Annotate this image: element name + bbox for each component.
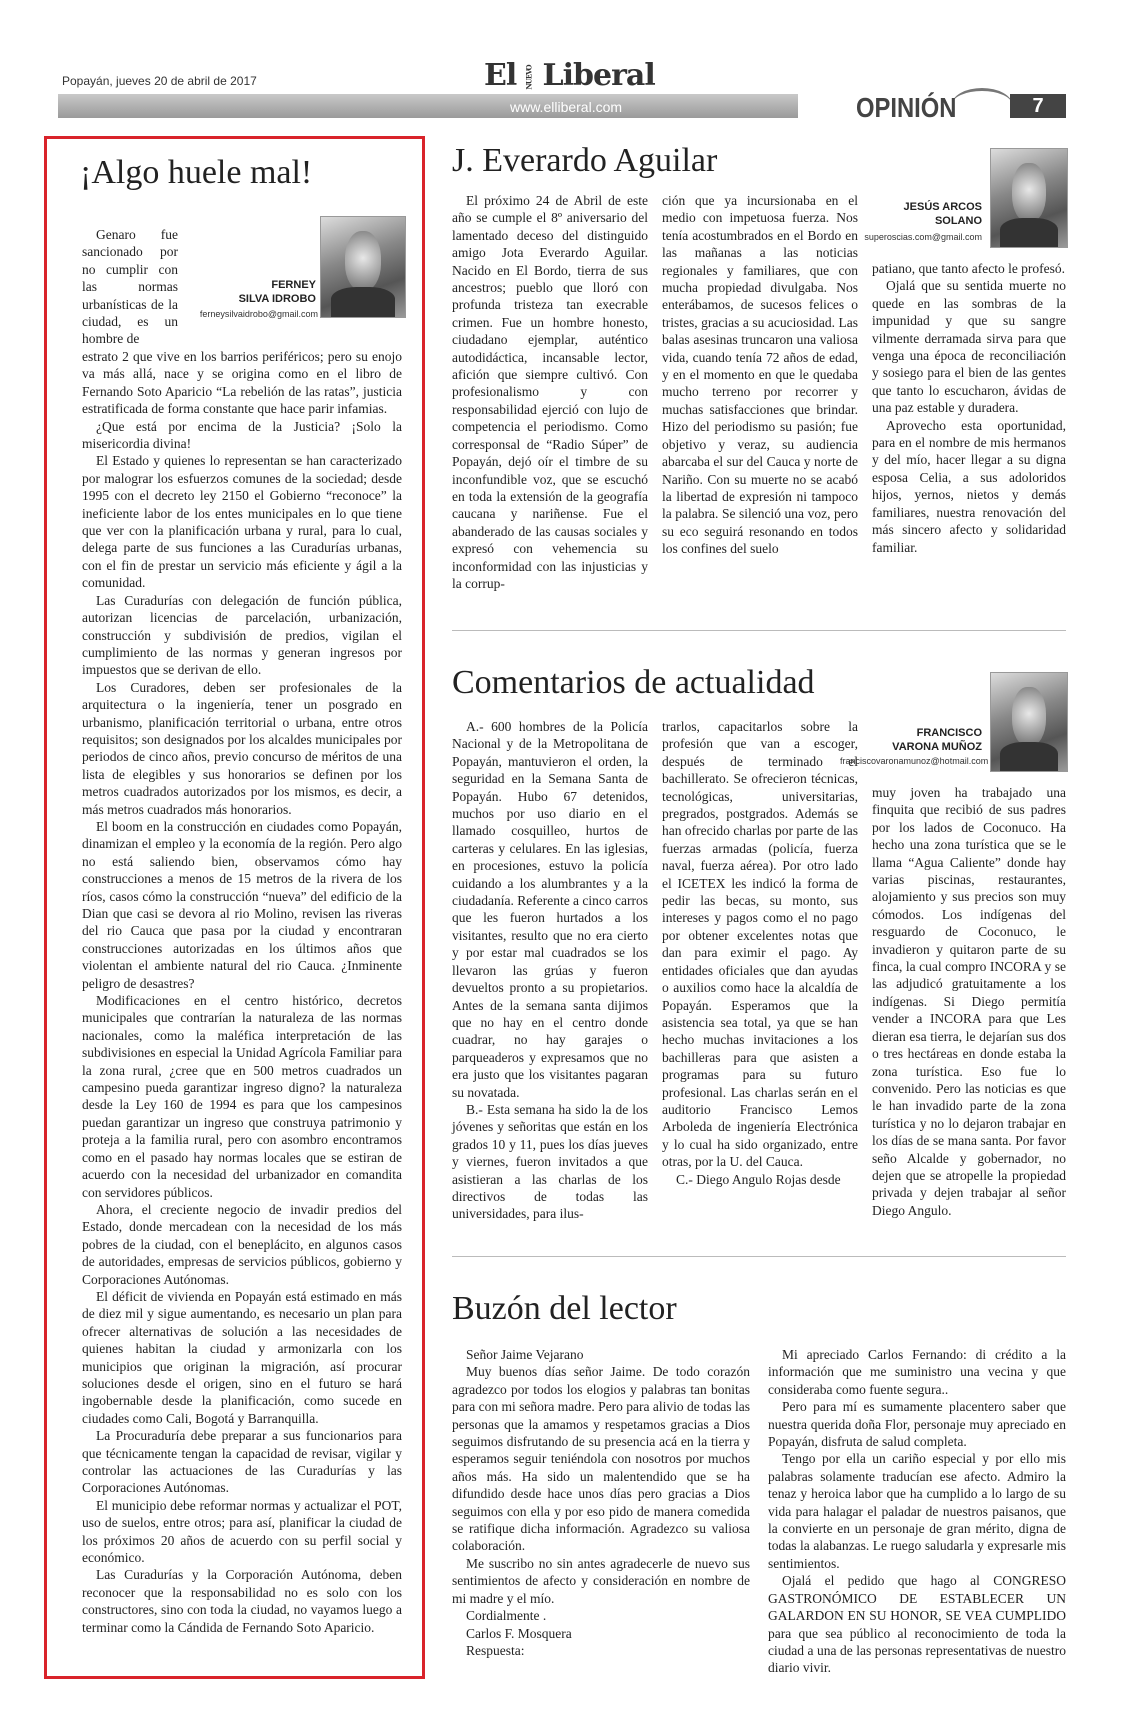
paragraph: La Procuraduría debe preparar a sus funcionarios para que técnicamente tengan la capacidad de revisar, vigilar y controlar las actuaciones de las Curadurías y las Corporaciones Autónomas. xyxy=(82,1428,402,1496)
paragraph: A.- 600 hombres de la Policía Nacional y de la Metropolitana de Popayán, mantuvieron el orden, la seguridad en la Semana Santa de Popayán. Hubo 67 detenidos, muchos por uso diario en el llamado cosquilleo, hurtos de carteras y celulares. En las iglesias, en procesiones, estuvo la policía cuidando a los alumbrantes y a la ciudadanía. Referente a cinco carros que les fueron hurtados a los visitantes, resulto que no era cierto y por estar mal cuadrados se los llevaron las grúas y fueron devueltos pronto a su propietarios. Antes de la semana santa dijimos que no hay en el centro donde cuadrar, no hay garajes o parqueaderos y expresamos que no era justo que los visitantes pagaran su novatada. xyxy=(452,719,649,1100)
author-photo xyxy=(990,672,1068,772)
author-line2: SOLANO xyxy=(934,215,982,227)
author-line1: FERNEY xyxy=(271,279,316,291)
paragraph: Tengo por ella un cariño especial y por ello mis palabras solamente traducían ese afecto. Admiro la tenaz y heroica labor que ha cumplido a lo largo de su vida para halagar el paladar de nuestros paisanos, que la convierte en un personaje de gran mérito, digna de todas la alabanzas. Le ruego saludarla y expresarle mis sentimientos. xyxy=(768,1451,1066,1571)
article1-body xyxy=(82,348,402,1636)
paragraph: Los Curadores, deben ser profesionales de la arquitectura o la ingeniería, tener un posgrado en urbanismo, planificación territorial o urbana, entre otros requisitos; son designados por los alcaldes municipales por periodos de cinco años, previo concurso de méritos de una lista de elegibles y sus honorarios se definen por los metros cuadrados autorizados por los mismos, es decir, a más metros cuadrados más honorarios. xyxy=(82,679,402,817)
swoosh-decoration xyxy=(952,88,1012,121)
logo-nuevo: NUEVO xyxy=(524,64,534,90)
logo-liberal: Liberal xyxy=(542,58,655,93)
article1-author xyxy=(200,278,316,306)
page-number: 7 xyxy=(1010,94,1066,118)
article2-author xyxy=(870,200,982,228)
divider xyxy=(452,630,1066,631)
newspaper-logo xyxy=(484,58,655,93)
article2-col1: El próximo 24 de Abril de este año se cumple el 8º aniversario del lamentado deceso del distinguido amigo Jota Everardo Aguilar. Nacido en El Bordo, tierra de sus ancestros; pueblo que lloró con profunda tristeza tan execrable crimen. Fue un hombre honesto, ciudadano ejemplar, auténtico autodidáctica, incansable lector, afición que siempre cultivó. Con profesionalismo y con responsabilidad ejerció con lujo de competencia el periodismo. Como corresponsal de “Radio Súper” de Popayán, dejó oír el timbre de su inconfundible voz, que se escuchó en toda la extensión de la geografía caucana y nariñense. Fue el abanderado de las causas sociales y expresó con vehemencia su inconformidad con las injusticias y la corrup- xyxy=(452,193,648,591)
letter-reply-label: Respuesta: xyxy=(466,1642,525,1658)
article1-title: ¡Algo huele mal! xyxy=(80,154,313,191)
article3-col3: muy joven ha trabajado una finquita que recibió de sus padres por los lados de Coconuco. Ha hecho una zona turística que se le llama “Agua Caliente” donde hay varias piscinas, restaurantes, alojamiento y sus precios son muy cómodos. Los indígenas del resguardo de Coconuco, le invadieron y quitaron parte de su finca, la cual compro INCORA y se las adjudicó gratuitamente a los indígenas. Si Diego permitía vender a INCORA para que Les dieran esa tierra, le dejarían sus dos o tres hectáreas en donde estaba la zona turística. Eso fue lo convenido. Pero las noticias es que le han invadido parte de la zona turística y no lo dejaron trabajar en los días de se mana santa. Por favor seño Alcalde y gobernador, no dejen que se atropelle la propiedad privada y dejen trabajar al señor Diego Angulo. xyxy=(872,785,1066,1218)
article3-title: Comentarios de actualidad xyxy=(452,664,815,701)
paragraph: C.- Diego Angulo Rojas desde xyxy=(676,1171,841,1187)
article1-email[interactable]: ferneysilvaidrobo@gmail.com xyxy=(199,309,318,319)
header-bar xyxy=(58,94,798,118)
author-line2: SILVA IDROBO xyxy=(238,293,316,305)
paragraph: Muy buenos días señor Jaime. De todo corazón agradezco por todos los elogios y palabras tan bonitas para con mi señora madre. Pero para alivio de todas las personas que la amamos y respetamos gracias a Dios seguimos disfrutando de su presencia acá en la tierra y esperamos seguir teniéndola con nosotros por muchos años más. Ha sido un malentendido que se ha difundido desde hace unos días pero gracias a Dios seguimos con ella y por eso pido de manera comedida se ratifique dicha información. Agradezco su valiosa colaboración. xyxy=(452,1364,751,1554)
article4-col2 xyxy=(768,1346,1066,1677)
article1-intro-narrow xyxy=(82,226,178,348)
author-line2: VARONA MUÑOZ xyxy=(892,741,982,753)
paragraph: Ahora, el creciente negocio de invadir predios del Estado, donde mercadean con la necesidad de los más pobres de la ciudad, con el beneplácito, en algunos casos de autoridades, empresas de servicios públicos, gobierno y Corporaciones Autónomas. xyxy=(82,1201,402,1287)
paragraph: Las Curadurías con delegación de función pública, autorizan licencias de parcelación, urbanización, construcción y subdivisión de predios, vigilan el cumplimiento de las normas y generan ingresos por impuestos que se derivan de ello. xyxy=(82,592,402,678)
intro-line: Genaro fue sancionado por no cumplir con las normas urbanísticas de la ciudad, es un hombre de xyxy=(82,227,178,347)
paragraph: ¿Que está por encima de la Justicia? ¡Solo la misericordia divina! xyxy=(82,418,402,452)
paragraph: Ojalá el pedido que hago al CONGRESO GASTRONÓMICO DE ESTABLECER UN GALARDON EN SU HONOR, SE VEA CUMPLIDO para que sea público al reconocimiento de toda la ciudad a una de las personas representativas de nuestro diario vivir. xyxy=(768,1573,1066,1676)
letter-closing: Cordialmente . xyxy=(466,1608,547,1624)
website-url[interactable]: www.elliberal.com xyxy=(510,99,623,115)
letter-greeting: Señor Jaime Vejarano xyxy=(466,1347,584,1362)
paragraph: El municipio debe reformar normas y actualizar el POT, uso de suelos, entre otros; para así, planificar la ciudad de los próximos 20 años de acuerdo con su perfil social y económico. xyxy=(82,1497,402,1566)
logo-el: El xyxy=(484,58,517,93)
paragraph: El boom en la construcción en ciudades como Popayán, dinamizan el empleo y la economía de la región. Pero algo no está saliendo bien, observamos cómo hay construcciones a menos de 15 metros de la rivera de los ríos, casos cómo la construcción “nueva” del edificio de la Dian que casi se devora al rio Molino, revisen las riveras del rio Cauca que pasa por la ciudad y encontraran construcciones autorizadas en los últimos años que violentan el ambiente natural del rio Cauca. ¿Inminente peligro de desastres? xyxy=(82,818,402,991)
paragraph: B.- Esta semana ha sido la de los jóvenes y señoritas que están en los grados 10 y 11, pues los días jueves y viernes, fueron invitados a que asistieran a las charlas de los directivos de todas las universidades, para ilus- xyxy=(452,1101,648,1222)
article2-col2: ción que ya incursionaba en el medio con impetuosa fuerza. Nos tenía acostumbrados en el Bordo en las mañanas a las noticias regionales y familiares, que con mucha propiedad divulgaba. Nos enterábamos, de sucesos felices o tristes, gracias a su acuciosidad. Las balas asesinas truncaron una valiosa vida, cuando tenía 72 años de edad, y en el momento en que le quedaba mucho terreno por recorrer y muchas satisfacciones que brindar. Hizo del periodismo su pasión; fue objetivo y veraz, su audiencia abarcaba el sur del Cauca y norte de Nariño. Con su muerte no se acabó la libertad de expresión ni tampoco la palabra. Se silenció una voz, pero su eco seguirá resonando en todos los confines del suelo xyxy=(662,193,858,557)
paragraph: Me suscribo no sin antes agradecerle de nuevo sus sentimientos de afecto y consideración en nombre de mi madre y el mío. xyxy=(452,1555,750,1606)
paragraph: patiano, que tanto afecto le profesó. xyxy=(872,261,1066,276)
article3-author xyxy=(870,726,982,754)
article3-col2 xyxy=(662,718,858,1188)
paragraph: Las Curadurías y la Corporación Autónoma, deben reconocer que la responsabilidad no es solo con los constructores, sino con toda la ciudad, no vayamos luego a terminar como la Cándida de Fernando Soto Aparicio. xyxy=(82,1567,402,1635)
paragraph: Mi apreciado Carlos Fernando: di crédito a la información que me suministro una vecina y que consideraba como fuente segura.. xyxy=(768,1347,1066,1397)
paragraph: Modificaciones en el centro histórico, decretos municipales que contrarían la naturaleza de las normas nacionales, como la maléfica interpretación de las subdivisiones en especial la Unidad Agrícola Familiar para la zona rural, ¿cree que en 500 metros cuadrados un campesino pueda garantizar ingreso digno? la naturaleza desde la Ley 160 de 1994 es para que los campesinos puedan garantizar un ingreso que construya patrimonio y proteja a la familia rural, pero con asombro encontramos como en el pasado hay normas locales que se estiran de acuerdo con la necesidad del urbanizador en comandita con servidores públicos. xyxy=(82,993,402,1200)
author-photo xyxy=(320,216,406,318)
paragraph: Ojalá que su sentida muerte no quede en las sombras de la impunidad y que su sangre vilmente derramada sirva para que venga una época de reconciliación y sosiego para el bien de las gentes que tanto lo escucharon, ávidas de una paz estable y duradera. xyxy=(872,278,1066,416)
section-title: OPINIÓN xyxy=(856,92,957,123)
article2-col3 xyxy=(872,260,1066,556)
article2-email[interactable]: superoscias.com@gmail.com xyxy=(864,232,982,242)
letter-signature: Carlos F. Mosquera xyxy=(466,1625,572,1641)
paragraph: Pero para mí es sumamente placentero saber que nuestra querida doña Flor, personaje muy apreciado en Popayán, disfruta de salud completa. xyxy=(768,1399,1066,1450)
author-photo xyxy=(990,148,1068,248)
paragraph: Aprovecho esta oportunidad, para en el nombre de mis hermanos y del mío, hacer llegar a su digna esposa Celia, a sus adoloridos hijos, yernos, nietos y demás familiares, nuestra renovación del más sincero afecto y solidaridad familiar. xyxy=(872,417,1066,555)
article4-title: Buzón del lector xyxy=(452,1290,677,1327)
author-line1: FRANCISCO xyxy=(916,727,982,739)
article4-col1 xyxy=(452,1346,750,1659)
intro-continued: estrato 2 que vive en los barrios periféricos; pero su enojo va más allá, nace y se origina como en el libro de Fernando Soto Aparicio “La rebelión de las ratas”, justicia estratificada de forma constante que hace parir infamias. xyxy=(82,349,402,417)
paragraph: El déficit de vivienda en Popayán está estimado en más de diez mil y sigue aumentando, es necesario un plan para ofrecer alternativas de solución a las necesidades de quienes habitan la ciudad y armonizarla con los municipios que originan la migración, así procurar soluciones desde el origen, sino en el futuro se hará ingobernable desde la planificación, como sucede en ciudades como Cali, Bogotá y Barranquilla. xyxy=(82,1288,402,1426)
publication-date: Popayán, jueves 20 de abril de 2017 xyxy=(62,74,257,88)
author-line1: JESÚS ARCOS xyxy=(903,201,982,213)
paragraph: El Estado y quienes lo representan se han caracterizado por malograr los esfuerzos comunes de la sociedad; desde 1995 con el decreto ley 2150 el Gobierno “reconoce” la ineficiente labor de los entes municipales en lo que tiene que ver con la planificación urbana y rural, para lo cual, delega parte de sus funciones a las Curadurías urbanas, con el fin de prestar un servicio más eficiente y ágil a la comunidad. xyxy=(82,453,402,591)
article3-email[interactable]: franciscovaronamunoz@hotmail.com xyxy=(840,756,989,766)
divider xyxy=(452,1256,1066,1257)
paragraph: trarlos, capacitarlos sobre la profesión que van a escoger, después de terminado el bachillerato. Se ofrecieron técnicas, tecnológicas, universitarias, pregrados, postgrados. Además se han ofrecido charlas por parte de las fuerzas armadas (policía, fuerza naval, fuerza aérea). Por otro lado el ICETEX les indicó la forma de pedir las becas, su monto, sus intereses y pagos como el no pago por obtener excelentes notas que dan para eximir el pago. Ay entidades oficiales que dan ayudas o auxilios como hace la alcaldía de Popayán. Esperamos que la asistencia sea total, ya que se han hecho muchas invitaciones a los bachilleras para que asisten a programas para su futuro profesional. Las charlas serán en el auditorio Francisco Lemos Arboleda de ingeniería Electrónica y lo cual ha sido organizado, entre otras, por la U. del Cauca. xyxy=(662,719,858,1170)
article3-col1 xyxy=(452,718,648,1223)
article2-title: J. Everardo Aguilar xyxy=(452,142,718,179)
